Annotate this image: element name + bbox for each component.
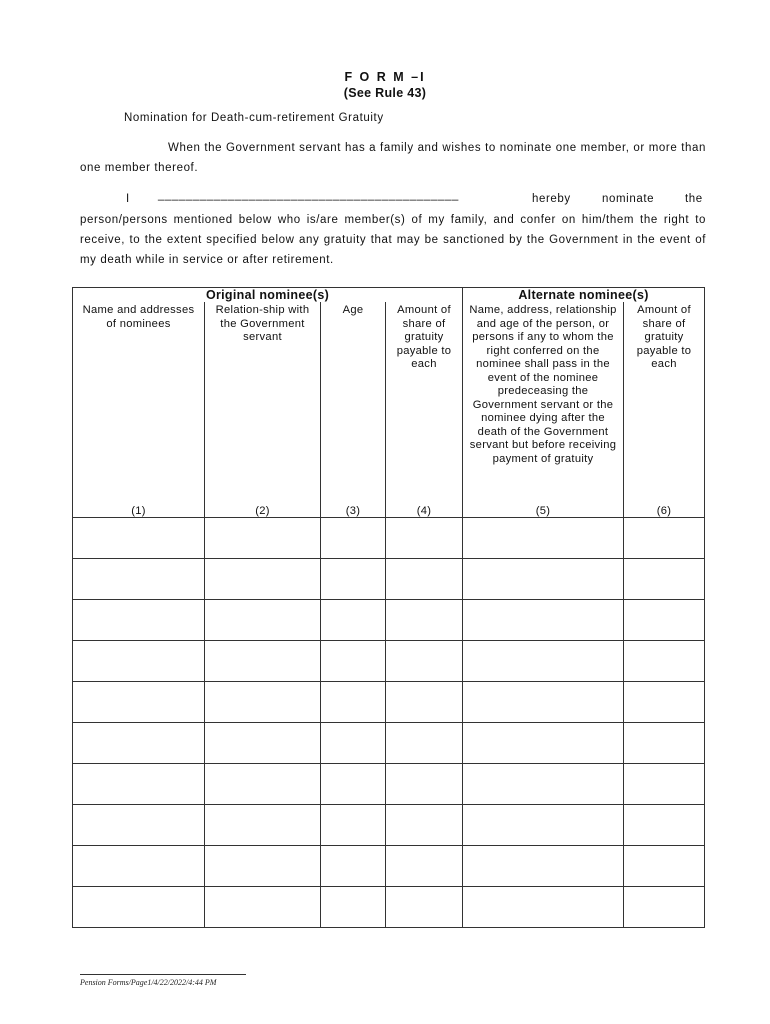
form-title: F O R M –I [344, 70, 426, 84]
column-number: (1) [73, 506, 205, 518]
nominate-word: nominate [602, 193, 655, 205]
entry-cell[interactable] [463, 518, 624, 559]
column-number: (3) [321, 506, 386, 518]
entry-cell[interactable] [73, 723, 205, 764]
entry-cell[interactable] [73, 764, 205, 805]
table-row [73, 723, 705, 764]
entry-cell[interactable] [463, 764, 624, 805]
column-number: (4) [386, 506, 463, 518]
entry-cell[interactable] [321, 641, 386, 682]
column-number: (5) [463, 506, 624, 518]
entry-cell[interactable] [463, 846, 624, 887]
entry-cell[interactable] [386, 723, 463, 764]
entry-cell[interactable] [205, 559, 321, 600]
table-row [73, 518, 705, 559]
hereby-word: hereby [532, 193, 571, 205]
entry-cell[interactable] [321, 846, 386, 887]
entry-cell[interactable] [624, 600, 705, 641]
entry-cell[interactable] [321, 887, 386, 928]
entry-cell[interactable] [624, 518, 705, 559]
entry-cell[interactable] [321, 559, 386, 600]
table-row [73, 682, 705, 723]
column-header-alternate: Name, address, relationship and age of the person, or persons if any to whom the right conferred on the nominee shall pass in the event of the nominee predeceasing the Government servant or the nominee dying after the death of the Government servant but before receiving payment of gratuity [463, 302, 624, 506]
entry-cell[interactable] [463, 559, 624, 600]
entry-cell[interactable] [386, 682, 463, 723]
entry-cell[interactable] [321, 805, 386, 846]
column-header-relationship: Relation-ship with the Government servant [205, 302, 321, 506]
entry-cell[interactable] [205, 682, 321, 723]
entry-cell[interactable] [624, 846, 705, 887]
intro-paragraph [80, 138, 706, 178]
column-number: (6) [624, 506, 705, 518]
alternate-nominee-heading: Alternate nominee(s) [463, 288, 705, 303]
entry-cell[interactable] [321, 518, 386, 559]
entry-cell[interactable] [386, 846, 463, 887]
table-row [73, 764, 705, 805]
entry-cell[interactable] [205, 805, 321, 846]
entry-cell[interactable] [73, 600, 205, 641]
entry-cell[interactable] [73, 887, 205, 928]
entry-cell[interactable] [463, 682, 624, 723]
column-header-name: Name and addresses of nominees [73, 302, 205, 506]
entry-cell[interactable] [624, 641, 705, 682]
nominator-name-blank[interactable]: ___________________________________________ [158, 189, 459, 201]
table-row [73, 805, 705, 846]
entry-cell[interactable] [321, 682, 386, 723]
entry-cell[interactable] [321, 600, 386, 641]
entry-cell[interactable] [321, 723, 386, 764]
entry-cell[interactable] [321, 764, 386, 805]
entry-cell[interactable] [386, 805, 463, 846]
nominator-pronoun: I [126, 193, 130, 205]
entry-cell[interactable] [386, 887, 463, 928]
entry-cell[interactable] [205, 846, 321, 887]
footer-text: Pension Forms/Page1/4/22/2022/4:44 PM [80, 978, 217, 987]
table-row [73, 887, 705, 928]
entry-cell[interactable] [386, 518, 463, 559]
column-header-share: Amount of share of gratuity payable to each [386, 302, 463, 506]
entry-cell[interactable] [463, 805, 624, 846]
table-column-header-row [73, 302, 705, 506]
entry-cell[interactable] [386, 641, 463, 682]
entry-cell[interactable] [73, 846, 205, 887]
entry-cell[interactable] [463, 600, 624, 641]
entry-cell[interactable] [624, 559, 705, 600]
entry-cell[interactable] [624, 682, 705, 723]
intro-text: When the Government servant has a family and wishes to nominate one member, or more than one member thereof. [80, 142, 706, 174]
column-header-age: Age [321, 302, 386, 506]
entry-cell[interactable] [73, 682, 205, 723]
table-row [73, 641, 705, 682]
column-header-alternate-share: Amount of share of gratuity payable to each [624, 302, 705, 506]
table-number-row [73, 506, 705, 518]
entry-cell[interactable] [386, 559, 463, 600]
table-group-header-row [73, 288, 705, 303]
entry-cell[interactable] [624, 805, 705, 846]
table-row [73, 559, 705, 600]
entry-cell[interactable] [73, 641, 205, 682]
entry-cell[interactable] [205, 887, 321, 928]
entry-cell[interactable] [205, 641, 321, 682]
table-row [73, 846, 705, 887]
nominee-entry-rows [73, 518, 705, 928]
form-heading: Nomination for Death-cum-retirement Gratuity [124, 112, 384, 124]
entry-cell[interactable] [73, 805, 205, 846]
footer-rule [80, 974, 246, 975]
entry-cell[interactable] [205, 600, 321, 641]
entry-cell[interactable] [205, 723, 321, 764]
form-rule-reference: (See Rule 43) [343, 86, 427, 100]
entry-cell[interactable] [386, 764, 463, 805]
entry-cell[interactable] [386, 600, 463, 641]
entry-cell[interactable] [463, 723, 624, 764]
entry-cell[interactable] [624, 723, 705, 764]
entry-cell[interactable] [73, 518, 205, 559]
entry-cell[interactable] [624, 764, 705, 805]
column-number: (2) [205, 506, 321, 518]
entry-cell[interactable] [463, 887, 624, 928]
entry-cell[interactable] [205, 764, 321, 805]
entry-cell[interactable] [624, 887, 705, 928]
entry-cell[interactable] [205, 518, 321, 559]
declaration-paragraph: person/persons mentioned below who is/are member(s) of my family, and confer on him/them the right to receive, to the extent specified below any gratuity that may be sanctioned by the Government in the event of my death while in service or after retirement. [80, 214, 706, 266]
original-nominee-heading: Original nominee(s) [73, 288, 463, 303]
entry-cell[interactable] [463, 641, 624, 682]
table-row [73, 600, 705, 641]
entry-cell[interactable] [73, 559, 205, 600]
the-word: the [685, 193, 703, 205]
nominee-table [72, 287, 705, 928]
